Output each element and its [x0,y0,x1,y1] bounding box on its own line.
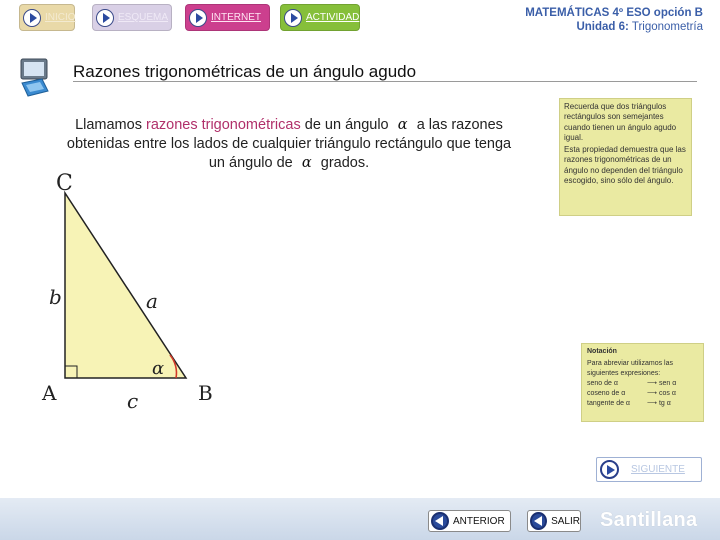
note-notacion-title: Notación [587,348,617,355]
alpha-symbol: α [397,117,408,133]
course-title: MATEMÁTICAS 4º ESO opción B [525,7,703,19]
arrow-left-icon [431,512,449,530]
arrow-icon: ⟶ [647,400,659,407]
siguiente-button[interactable] [596,457,702,482]
computer-icon [18,57,50,97]
notation-row [587,379,698,389]
unit-label: Unidad 6: [576,21,629,33]
side-c-label: c [127,389,139,413]
esquema-button[interactable] [92,4,172,31]
side-b-label: b [49,285,62,309]
anterior-button[interactable] [428,510,511,532]
santillana-logo: Santillana [600,509,698,531]
arrow-right-icon [600,460,619,479]
notation-short: sen α [658,380,677,387]
notation-long: seno de α [587,380,618,387]
arrow-icon: ⟶ [647,380,659,387]
internet-button[interactable] [185,4,270,31]
inicio-label: INICIO [45,12,76,23]
intro-text-3: a las razones obtenidas entre los lados de cualquier triángulo rectángulo que tenga un ángulo de [66,117,512,171]
inicio-button[interactable] [19,4,75,31]
esquema-label: ESQUEMA [118,12,169,23]
actividad-label: ACTIVIDAD [306,12,360,23]
notation-long: coseno de α [587,390,626,397]
alpha-symbol: α [301,155,312,171]
intro-text-1: Llamamos [75,117,142,133]
arrow-icon: ⟶ [647,390,659,397]
vertex-c-label: C [56,171,73,196]
play-icon [23,9,41,27]
notation-row [587,399,698,409]
note-notacion [581,343,704,422]
siguiente-label: SIGUIENTE [631,464,685,475]
side-a-label: a [146,289,158,313]
intro-paragraph [64,116,514,173]
notation-short: cos α [658,390,676,397]
note-recuerda-p1: Recuerda que dos triángulos rectángulos son semejantes cuando tienen un ángulo agudo igual. [564,102,677,142]
salir-button[interactable] [527,510,581,532]
actividad-button[interactable] [280,4,360,31]
anterior-label: ANTERIOR [453,515,505,527]
page-title: Razones trigonométricas de un ángulo agudo [73,62,417,81]
title-divider [73,81,697,82]
play-icon [284,9,302,27]
notation-row [587,389,698,399]
note-recuerda-p2: Esta propiedad demuestra que las razones trigonométricas de un ángulo no dependen del triángulo escogido, sino sólo del ángulo. [564,145,686,186]
play-icon [96,9,114,27]
note-recuerda [559,98,692,216]
intro-highlight: razones trigonométricas [145,117,301,133]
internet-label: INTERNET [211,12,261,23]
intro-text-4: grados. [320,155,370,171]
notation-long: tangente de α [587,400,630,407]
right-triangle-figure [40,168,225,413]
unit-line [525,20,703,34]
play-icon [189,9,207,27]
arrow-left-icon [530,512,547,530]
intro-text-2: de un ángulo [304,117,389,133]
angle-alpha-label: α [152,358,165,379]
salir-label: SALIR [551,515,580,527]
note-notacion-intro: Para abreviar utilizamos las siguientes expresiones: [587,360,673,377]
vertex-b-label: B [198,381,213,405]
unit-name: Trigonometría [631,21,703,33]
course-header [525,6,703,34]
triangle-shape [65,193,186,378]
notation-short: tg α [658,400,671,407]
vertex-a-label: A [42,381,57,405]
